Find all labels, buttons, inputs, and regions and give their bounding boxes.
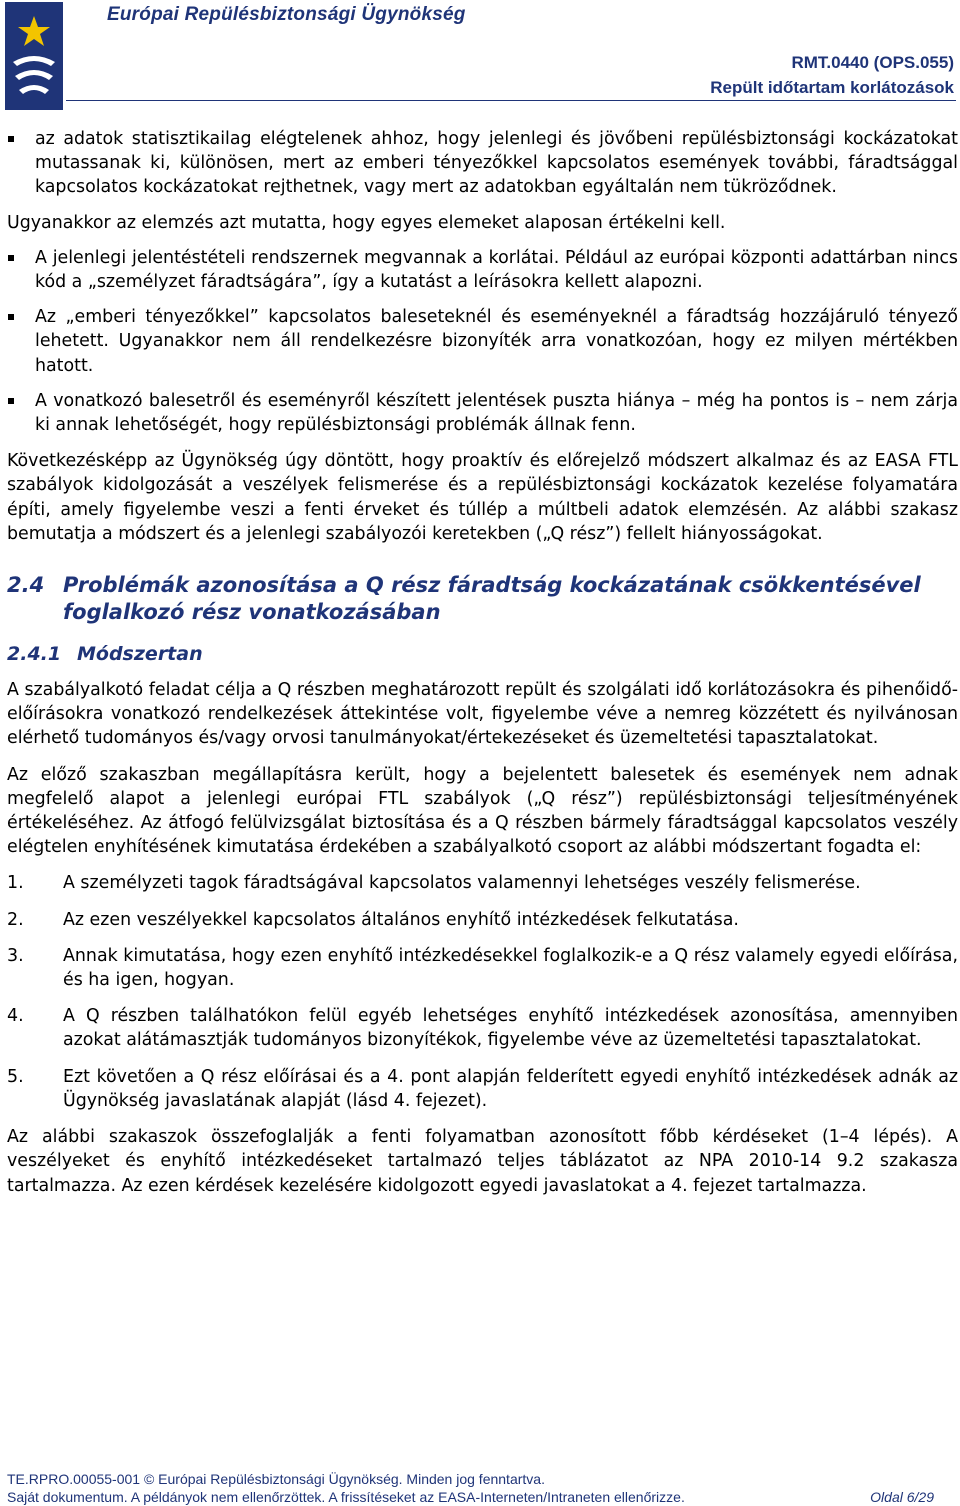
section-title: Problémák azonosítása a Q rész fáradtság kockázatának csökkentésével foglalkozó rész vonatkozásában [63,573,921,625]
bullet-text: A vonatkozó balesetről és eseményről készített jelentések puszta hiánya – még ha pontos is – nem zárja ki annak lehetőségét, hogy repülésbiztonsági problémák állnak fenn. [35,390,958,436]
bullet-item [7,246,958,294]
list-number: 3. [7,945,24,966]
document-body [7,127,958,1198]
bullet-text: Az „emberi tényezőkkel” kapcsolatos baleseteknél és eseményeknél a fáradtság hozzájáruló tényező lehetett. Ugyanakkor nem áll rendelkezésre bizonyíték arra vonatkozóan, hogy ez milyen mértékben hatott. [35,307,958,376]
easa-logo [5,2,63,110]
paragraph: Az alábbi szakaszok összefoglalják a fenti folyamatban azonosított főbb kérdéseket (1–4 lépés). A veszélyeket és enyhítő intézkedéseket tartalmazó teljes táblázatot az NPA 2010-14 9.2 szakasza tartalmazza. Az ezen kérdések kezelésére kidolgozott egyedi javaslatokat a 4. fejezet tartalmazza. [7,1127,958,1196]
document-subject: Repült időtartam korlátozások [710,78,954,97]
bullet-item [7,389,958,437]
list-number: 5. [7,1066,24,1087]
paragraph: Az előző szakaszban megállapításra került, hogy a bejelentett balesetek és események nem adnak megfelelő alapot a jelenlegi európai FTL szabályok („Q rész”) repülésbiztonsági teljesítményének értékeléséhez. Az átfogó felülvizsgálat biztosítása és a Q részben bármely fáradtsággal kapcsolatos veszély elégtelen enyhítésének kimutatása érdekében a szabályalkotó csoport az alábbi módszertant fogadta el: [7,764,958,858]
subsection-number: 2.4.1 [7,643,62,666]
square-bullet-icon [8,136,14,142]
page-footer [7,1470,954,1506]
list-number: 4. [7,1006,24,1027]
list-text: A Q részben találhatókon felül egyéb lehetséges enyhítő intézkedések azonosítása, amennyiben azokat alátámasztják tudományos bizonyítékok, figyelembe véve az üzemeltetési tapasztalatokat. [63,1006,958,1051]
section-heading [7,572,958,626]
footer-copyright: TE.RPRO.00055-001 © Európai Repülésbiztonsági Ügynökség. Minden jog fenntartva. [7,1471,545,1487]
subsection-heading [7,642,958,666]
bullet-text: A jelenlegi jelentéstételi rendszernek megvannak a korlátai. Például az európai központi adattárban nincs kód a „személyzet fáradtságára”, így a kutatást a leírásokra kellett alapozni. [35,247,958,293]
bullet-item [7,127,958,200]
paragraph: Következésképp az Ügynökség úgy döntött, hogy proaktív és előrejelző módszert alkalmaz és az EASA FTL szabályok kidolgozását a veszélyek felismerése és a repülésbiztonsági kockázatok kezelése folyamatára építi, amely figyelembe veszi a fenti érveket és túllép a múltbeli adatok elemzésén. Az alábbi szakasz bemutatja a módszert és a jelenlegi szabályozói keretekben („Q rész”) fellelt hiányosságokat. [7,451,958,544]
square-bullet-icon [8,398,14,404]
paragraph: Ugyanakkor az elemzés azt mutatta, hogy egyes elemeket alaposan értékelni kell. [7,212,726,233]
document-code: RMT.0440 (OPS.055) [791,53,954,72]
square-bullet-icon [8,255,14,261]
list-number: 1. [7,873,24,894]
list-item [7,944,958,992]
list-item [7,1065,958,1113]
section-number: 2.4 [7,573,45,598]
list-item [7,1004,958,1052]
square-bullet-icon [8,314,14,320]
document-reference [710,50,954,100]
subsection-title: Módszertan [77,643,203,666]
bullet-text: az adatok statisztikailag elégtelenek ahhoz, hogy jelenlegi és jövőbeni repülésbiztonsági kockázatokat mutassanak ki, különösen, mert az emberi tényezőkkel kapcsolatos események további, fáradtsággal kapcsolatos kockázatokat rejthetnek, vagy mert az adatokban egyáltalán nem tükröződnek. [35,129,958,198]
list-text: Az ezen veszélyekkel kapcsolatos általános enyhítő intézkedések felkutatása. [63,909,739,930]
list-item [7,908,958,932]
footer-disclaimer: Saját dokumentum. A példányok nem ellenőrzöttek. A frissítéseket az EASA-Interneten/Intraneten ellenőrizze. [7,1489,685,1505]
list-number: 2. [7,909,24,930]
paragraph: A szabályalkotó feladat célja a Q részben meghatározott repült és szolgálati idő korlátozásokra és pihenőidő-előírásokra vonatkozó rendelkezések áttekintése volt, figyelembe véve a nemreg közzétett és nyilvánosan elérhető tudományos és/vagy orvosi tanulmányokat/értekezéseket és üzemeltetési tapasztalatokat. [7,680,958,749]
list-text: Ezt követően a Q rész előírásai és a 4. pont alapján felderített egyedi enyhítő intézkedések adnák az Ügynökség javaslatának alapját (lásd 4. fejezet). [63,1066,958,1111]
page-number: Oldal 6/29 [870,1489,934,1505]
list-text: Annak kimutatása, hogy ezen enyhítő intézkedésekkel foglalkozik-e a Q rész valamely egyedi előírása, és ha igen, hogyan. [63,945,958,991]
header-divider [66,100,956,101]
agency-name: Európai Repülésbiztonsági Ügynökség [107,4,466,25]
bullet-item [7,305,958,378]
list-text: A személyzeti tagok fáradtságával kapcsolatos valamennyi lehetséges veszély felismerése. [63,873,861,894]
list-item [7,871,958,895]
